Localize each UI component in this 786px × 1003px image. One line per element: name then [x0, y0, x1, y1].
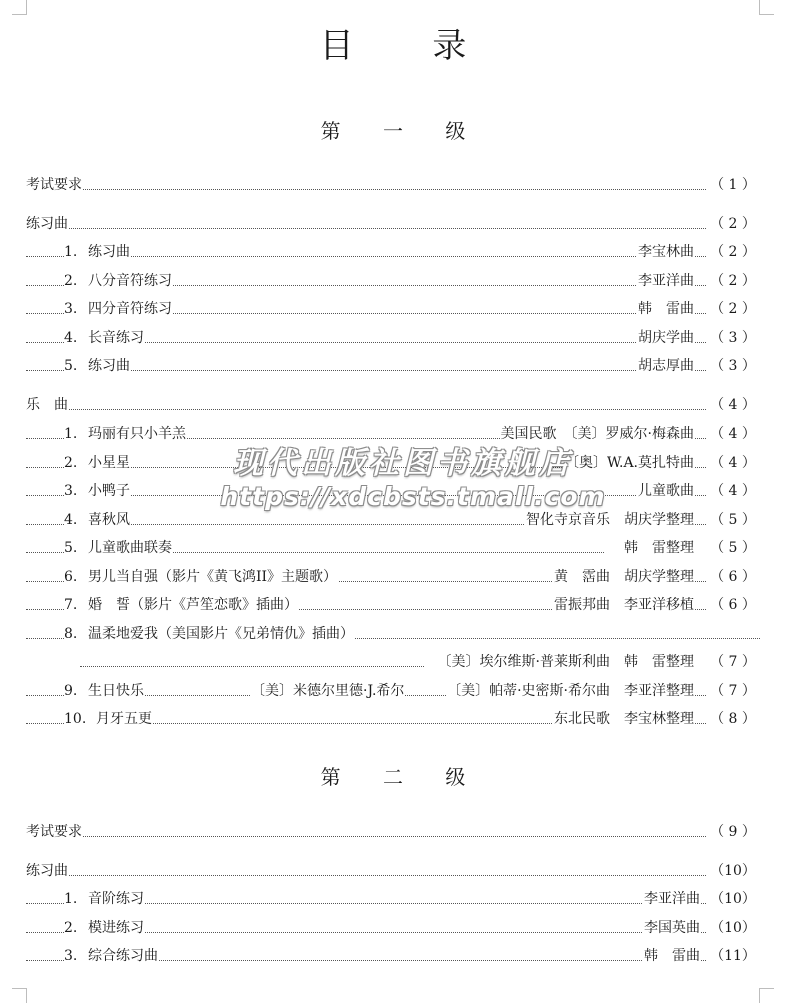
watermark-url: https://xdcbsts.tmall.com: [220, 482, 606, 511]
toc-entry[interactable]: [0, 394, 786, 416]
dot-leader: [80, 666, 424, 667]
entry-title: 音阶练习: [88, 891, 144, 907]
entry-composer: 儿童歌曲: [637, 480, 694, 502]
entry-number: 2.: [64, 273, 78, 289]
page-number: （ 5 ）: [706, 537, 760, 559]
entry-composer: 韩 雷整理: [623, 537, 694, 559]
entry-number: 3.: [64, 948, 78, 964]
page-number: （ 4 ）: [706, 394, 760, 416]
entry-title: 喜秋风: [88, 512, 130, 528]
entry-composer: 李宝林曲: [637, 241, 694, 263]
page-number: （ 1 ）: [706, 174, 760, 196]
toc-entry[interactable]: [0, 213, 786, 235]
entry-composer: 韩 雷曲: [643, 945, 700, 967]
entry-composer: 〔美〕埃尔维斯·普莱斯利曲 韩 雷整理: [437, 651, 694, 673]
toc-entry[interactable]: [0, 423, 786, 445]
entry-number: 1.: [64, 891, 78, 907]
entry-title: 温柔地爱我（美国影片《兄弟情仇》插曲）: [88, 626, 354, 642]
entry-title: 月牙五更: [96, 711, 152, 727]
entry-title: 练习曲: [88, 358, 130, 374]
page-number: （10）: [706, 888, 760, 910]
toc-entry[interactable]: [0, 327, 786, 349]
level-1-heading: 第 一 级: [320, 119, 484, 143]
page-number: （ 2 ）: [706, 270, 760, 292]
toc-entry[interactable]: [0, 917, 786, 939]
toc-entry[interactable]: [0, 355, 786, 377]
dot-leader: [26, 189, 752, 190]
entry-number: 3.: [64, 301, 78, 317]
entry-number: 9.: [64, 683, 78, 699]
level-2-heading: 第 二 级: [320, 765, 484, 789]
entry-title: 婚 誓（影片《芦笙恋歌》插曲）: [88, 597, 298, 613]
entry-title: 八分音符练习: [88, 273, 172, 289]
page-number: （11）: [706, 945, 760, 967]
page-number: （ 2 ）: [706, 298, 760, 320]
page-number: （ 3 ）: [706, 327, 760, 349]
entry-number: 1.: [64, 426, 78, 442]
entry-number: 7.: [64, 597, 78, 613]
entry-title: 男儿当自强（影片《黄飞鸿II》主题歌）: [88, 569, 338, 585]
entry-number: 1.: [64, 244, 78, 260]
page-number: （ 4 ）: [706, 480, 760, 502]
toc-entry[interactable]: [0, 680, 786, 702]
entry-composer: 胡庆学曲: [637, 327, 694, 349]
page-number: （ 9 ）: [706, 821, 760, 843]
entry-title: 四分音符练习: [88, 301, 172, 317]
page-number: （ 4 ）: [706, 452, 760, 474]
entry-composer: 〔美〕帕蒂·史密斯·希尔曲 李亚洋整理: [446, 680, 694, 702]
corner-mark-top-right: [759, 0, 774, 15]
page-number: （ 2 ）: [706, 241, 760, 263]
page-number: （10）: [706, 917, 760, 939]
dot-leader: [26, 409, 752, 410]
entry-composer: 黄 霑曲 胡庆学整理: [553, 566, 694, 588]
entry-composer: 李亚洋曲: [643, 888, 700, 910]
entry-number: 5.: [64, 358, 78, 374]
page-title: 目 录: [319, 26, 501, 66]
entry-composer: 美国民歌 〔美〕罗威尔·梅森曲: [500, 423, 694, 445]
page-number: （ 5 ）: [706, 509, 760, 531]
entry-title: 考试要求: [26, 821, 83, 843]
entry-number: 4.: [64, 330, 78, 346]
entry-title: 考试要求: [26, 174, 83, 196]
entry-title: 模进练习: [88, 920, 144, 936]
page-number: （ 3 ）: [706, 355, 760, 377]
page-number: （ 6 ）: [706, 566, 760, 588]
page-number: （ 8 ）: [706, 708, 760, 730]
toc-entry[interactable]: [0, 241, 786, 263]
entry-title: 小星星: [88, 455, 130, 471]
corner-mark-bottom-right: [759, 988, 774, 1003]
entry-number: 3.: [64, 483, 78, 499]
toc-entry[interactable]: [0, 452, 786, 474]
toc-entry[interactable]: [0, 480, 786, 502]
toc-entry[interactable]: [0, 860, 786, 882]
entry-title: 乐 曲: [26, 394, 69, 416]
page-number: （ 2 ）: [706, 213, 760, 235]
toc-entry[interactable]: [0, 537, 786, 559]
page-number: （ 6 ）: [706, 594, 760, 616]
dot-leader: [26, 875, 752, 876]
entry-composer: 智化寺京音乐 胡庆学整理: [525, 509, 694, 531]
entry-number: 10.: [64, 711, 87, 727]
corner-mark-bottom-left: [12, 988, 27, 1003]
toc-entry[interactable]: [0, 298, 786, 320]
toc-entry[interactable]: [0, 566, 786, 588]
entry-title: 生日快乐: [88, 683, 144, 699]
entry-title: 小鸭子: [88, 483, 130, 499]
page-number: （10）: [706, 860, 760, 882]
entry-lyricist: 〔美〕米德尔里德·J.希尔: [250, 680, 405, 702]
entry-title: 综合练习曲: [88, 948, 158, 964]
toc-entry[interactable]: [0, 509, 786, 531]
page-number: （ 4 ）: [706, 423, 760, 445]
toc-entry[interactable]: [0, 594, 786, 616]
toc-entry[interactable]: [0, 623, 786, 645]
entry-number: 8.: [64, 626, 78, 642]
entry-title: 练习曲: [26, 860, 69, 882]
entry-number: 6.: [64, 569, 78, 585]
entry-composer: 李国英曲: [643, 917, 700, 939]
entry-composer: 〔奥〕W.A.莫扎特曲: [564, 452, 694, 474]
toc-entry[interactable]: [0, 708, 786, 730]
entry-title: 练习曲: [26, 213, 69, 235]
entry-title: 练习曲: [88, 244, 130, 260]
toc-entry[interactable]: [0, 888, 786, 910]
corner-mark-top-left: [12, 0, 27, 15]
entry-title: 儿童歌曲联奏: [88, 540, 172, 556]
toc-entry[interactable]: [0, 174, 786, 196]
entry-number: 4.: [64, 512, 78, 528]
entry-composer: 胡志厚曲: [637, 355, 694, 377]
entry-composer: 雷振邦曲 李亚洋移植: [553, 594, 694, 616]
page-number: （ 7 ）: [706, 680, 760, 702]
toc-entry[interactable]: [0, 821, 786, 843]
entry-composer: 李亚洋曲: [637, 270, 694, 292]
entry-title: 玛丽有只小羊羔: [88, 426, 186, 442]
toc-entry[interactable]: [0, 270, 786, 292]
watermark-store-name: 现代出版社图书旗舰店: [233, 446, 573, 481]
entry-number: 5.: [64, 540, 78, 556]
dot-leader: [26, 836, 752, 837]
page-number: （ 7 ）: [706, 651, 760, 673]
toc-entry-continued[interactable]: [0, 651, 786, 673]
toc-entry[interactable]: [0, 945, 786, 967]
entry-title: 长音练习: [88, 330, 144, 346]
entry-number: 2.: [64, 920, 78, 936]
entry-number: 2.: [64, 455, 78, 471]
entry-composer: 韩 雷曲: [637, 298, 694, 320]
entry-composer: 东北民歌 李宝林整理: [553, 708, 694, 730]
dot-leader: [26, 228, 752, 229]
